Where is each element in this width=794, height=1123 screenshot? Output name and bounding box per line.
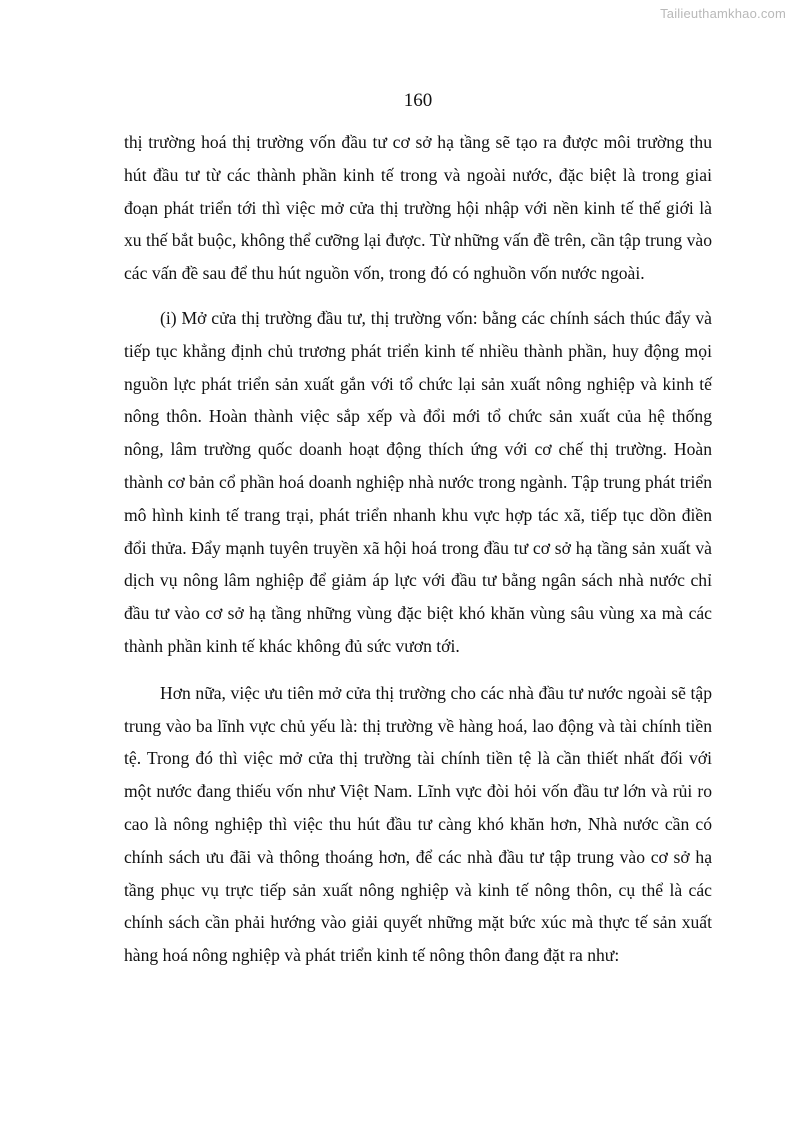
watermark-text: Tailieuthamkhao.com xyxy=(660,6,786,21)
paragraph-1: thị trường hoá thị trường vốn đầu tư cơ sở hạ tầng sẽ tạo ra được môi trường thu hút đầu tư từ các thành phần kinh tế trong và ngoài nước, đặc biệt là trong giai đoạn phát triển tới thì việc mở cửa thị trường hội nhập với nền kinh tế thế giới là xu thế bắt buộc, không thể cưỡng lại được. Từ những vấn đề trên, cần tập trung vào các vấn đề sau để thu hút nguồn vốn, trong đó có nghuồn vốn nước ngoài. xyxy=(124,132,712,284)
document-body xyxy=(124,126,712,972)
paragraph-2: (i) Mở cửa thị trường đầu tư, thị trường vốn: bằng các chính sách thúc đẩy và tiếp tục khẳng định chủ trương phát triển kinh tế nhiều thành phần, huy động mọi nguồn lực phát triển sản xuất gắn với tổ chức lại sản xuất nông nghiệp và kinh tế nông thôn. Hoàn thành việc sắp xếp và đổi mới tổ chức sản xuất của hệ thống nông, lâm trường quốc doanh hoạt động thích ứng với cơ chế thị trường. Hoàn thành cơ bản cổ phần hoá doanh nghiệp nhà nước trong ngành. Tập trung phát triển mô hình kinh tế trang trại, phát triển nhanh khu vực hợp tác xã, tiếp tục dồn điền đổi thửa. Đẩy mạnh tuyên truyền xã hội hoá trong đầu tư cơ sở hạ tầng sản xuất và dịch vụ nông lâm nghiệp để giảm áp lực với đầu tư bằng ngân sách nhà nước chỉ đầu tư vào cơ sở hạ tầng những vùng đặc biệt khó khăn vùng sâu vùng xa mà các thành phần kinh tế khác không đủ sức vươn tới. xyxy=(124,307,712,656)
paragraph-3: Hơn nữa, việc ưu tiên mở cửa thị trường cho các nhà đầu tư nước ngoài sẽ tập trung vào ba lĩnh vực chủ yếu là: thị trường về hàng hoá, lao động và tài chính tiền tệ. Trong đó thì việc mở cửa thị trường tài chính tiền tệ là cần thiết nhất đối với một nước đang thiếu vốn như Việt Nam. Lĩnh vực đòi hỏi vốn đầu tư lớn và rủi ro cao là nông nghiệp thì việc thu hút đầu tư càng khó khăn hơn, Nhà nước cần có chính sách ưu đãi và thông thoáng hơn, để các nhà đầu tư tập trung vào cơ sở hạ tầng phục vụ trực tiếp sản xuất nông nghiệp và kinh tế nông thôn, cụ thể là các chính sách cần phải hướng vào giải quyết những mặt bức xúc mà thực tế sản xuất hàng hoá nông nghiệp và phát triển kinh tế nông thôn đang đặt ra như: xyxy=(124,682,712,966)
page-number: 160 xyxy=(403,90,433,111)
